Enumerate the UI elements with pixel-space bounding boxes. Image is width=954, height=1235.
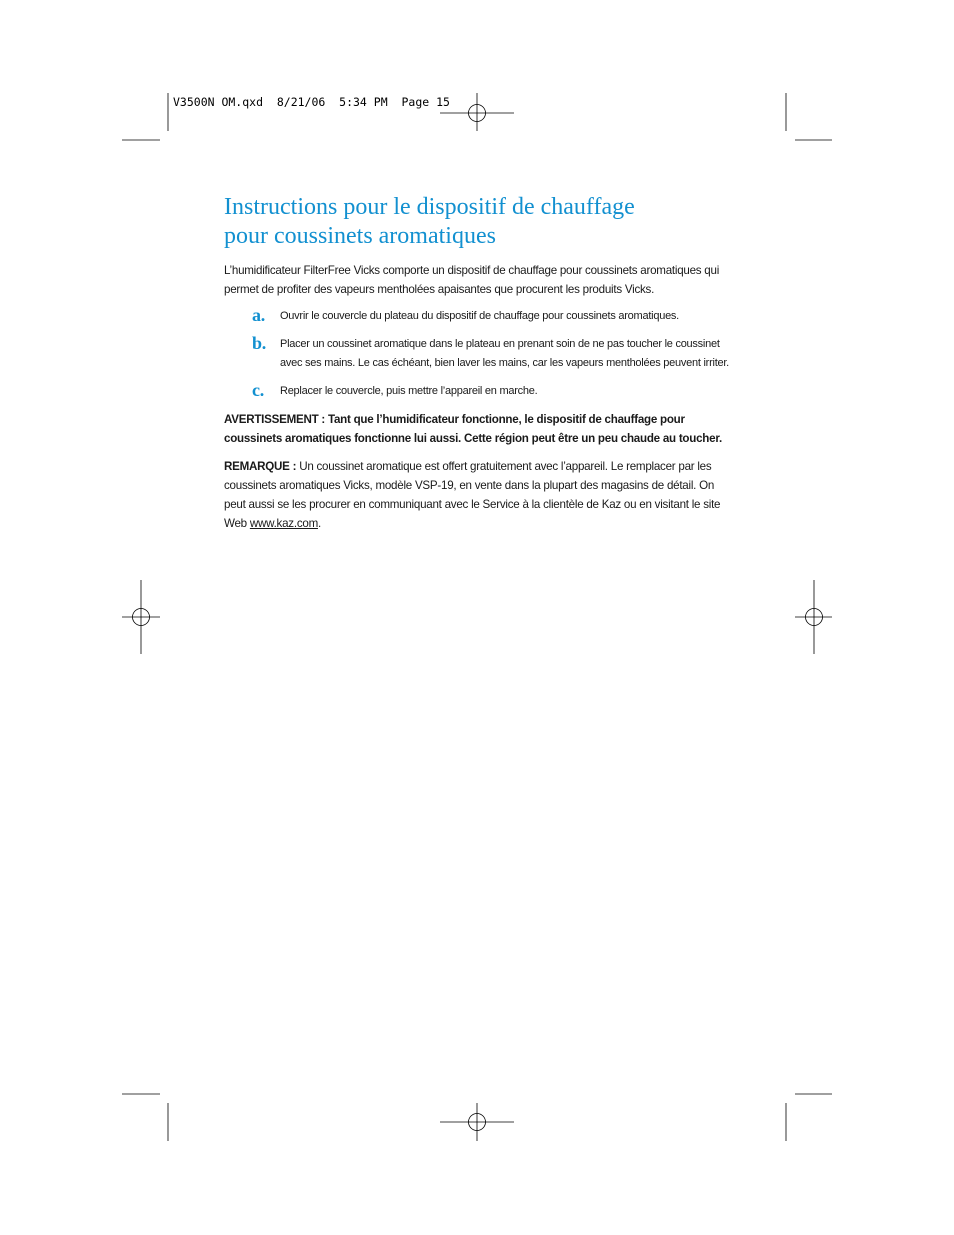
step-item-a <box>224 307 730 326</box>
registration-mark-bottom <box>440 1103 514 1141</box>
step-letter-c: c. <box>252 380 264 400</box>
page-title-line-2: pour coussinets aromatiques <box>224 223 496 249</box>
step-item-b <box>224 335 730 373</box>
main-content <box>224 193 730 533</box>
file-slug-line: V3500N OM.qxd 8/21/06 5:34 PM Page 15 <box>173 95 450 109</box>
note-text: Un coussinet aromatique est offert gratuitement avec l’appareil. Le remplacer par les coussinets aromatiques Vicks, modèle VSP-19, en vente dans la plupart des magasins de détail. On peut aussi se les procurer en communiquant avec le Service à la clientèle de Kaz ou en visitant le site Web <box>224 460 721 530</box>
warning-paragraph: AVERTISSEMENT : Tant que l’humidificateur fonctionne, le dispositif de chauffage pour coussinets aromatiques fonctionne lui aussi. Cette région peut être un peu chaude au toucher. <box>224 413 722 445</box>
step-item-c <box>224 382 730 401</box>
page-title-line-1: Instructions pour le dispositif de chauffage <box>224 194 635 220</box>
step-letter-a: a. <box>252 305 265 325</box>
step-text-c: Replacer le couvercle, puis mettre l’appareil en marche. <box>280 385 538 397</box>
step-text-a: Ouvrir le couvercle du plateau du dispositif de chauffage pour coussinets aromatiques. <box>280 310 679 322</box>
registration-mark-right <box>795 580 832 654</box>
step-letter-b: b. <box>252 333 267 353</box>
kaz-website-link[interactable]: www.kaz.com <box>249 517 318 530</box>
note-end: . <box>317 517 321 530</box>
registration-mark-left <box>122 580 160 654</box>
steps-list <box>224 307 730 401</box>
page-title <box>224 193 730 251</box>
note-label: REMARQUE : <box>224 460 297 473</box>
registration-mark-top <box>440 93 514 131</box>
note-paragraph <box>224 457 730 533</box>
intro-paragraph: L’humidificateur FilterFree Vicks comporte un dispositif de chauffage pour coussinets aromatiques qui permet de profiter des vapeurs mentholées apaisantes que procurent les produits Vicks. <box>224 264 720 296</box>
step-text-b: Placer un coussinet aromatique dans le plateau en prenant soin de ne pas toucher le coussinet avec ses mains. Le cas échéant, bien laver les mains, car les vapeurs mentholées peuvent irriter. <box>280 338 729 369</box>
